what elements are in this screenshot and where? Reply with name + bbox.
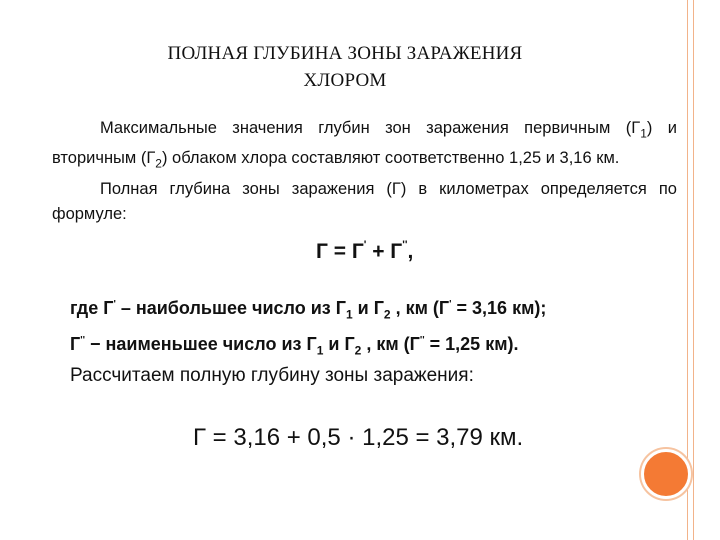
explanation-text: – наибольшее число из Г <box>115 298 346 318</box>
explanation-text: , км (Г <box>361 333 420 354</box>
decorative-border-line <box>693 0 694 540</box>
paragraph-max-depth <box>52 116 677 177</box>
title-line-2: ХЛОРОМ <box>303 70 387 91</box>
prime-mark: '' <box>402 239 408 251</box>
explanation-text: − наименьшее число из Г <box>84 333 317 354</box>
formula-total-depth <box>316 240 413 264</box>
explanation-text: и Г <box>352 298 384 318</box>
subscript: 2 <box>354 343 362 358</box>
paragraph-formula-intro: Полная глубина зоны заражения (Г) в километрах определяется по формуле: <box>52 179 677 223</box>
formula-result: Г = 3,16 + 0,5 · 1,25 = 3,79 км. <box>193 424 524 451</box>
prime-mark: '' <box>80 334 85 346</box>
paragraph-text: Максимальные значения глубин зон заражения первичным (Г <box>100 119 641 137</box>
explanation-text: , км (Г <box>390 298 450 318</box>
prime-mark: ' <box>113 299 116 310</box>
prime-mark: ' <box>449 299 452 310</box>
body-text <box>52 116 677 227</box>
subscript: 2 <box>155 156 162 171</box>
slide-title <box>110 40 580 94</box>
explanation-line-2 <box>70 328 680 364</box>
explanation-line-1 <box>70 292 680 328</box>
decorative-border-line <box>687 0 688 540</box>
subscript: 1 <box>345 307 353 322</box>
subscript: 2 <box>383 307 391 322</box>
subscript: 1 <box>316 343 324 358</box>
title-line-1: ПОЛНАЯ ГЛУБИНА ЗОНЫ ЗАРАЖЕНИЯ <box>167 43 523 64</box>
formula-part: Г = Г <box>316 240 364 263</box>
paragraph-text: ) облаком хлора составляют соответственно 1,25 и 3,16 км. <box>161 149 620 168</box>
explanation-text: = 1,25 км). <box>424 333 519 354</box>
formula-part: + Г <box>366 240 403 263</box>
explanation-text: где Г <box>70 298 114 318</box>
formula-part: , <box>407 240 414 263</box>
paragraph-text: ) и вторичным (Г <box>52 119 677 168</box>
subscript: 1 <box>640 126 647 141</box>
explanation-text: Г <box>70 333 81 354</box>
prime-mark: '' <box>419 334 425 346</box>
explanation-line-3: Рассчитаем полную глубину зоны заражения: <box>70 365 474 387</box>
decorative-circle <box>641 449 691 499</box>
formula-explanation <box>70 292 680 389</box>
explanation-text: = 3,16 км); <box>451 298 547 318</box>
explanation-text: и Г <box>323 333 355 354</box>
prime-mark: ' <box>363 239 367 251</box>
